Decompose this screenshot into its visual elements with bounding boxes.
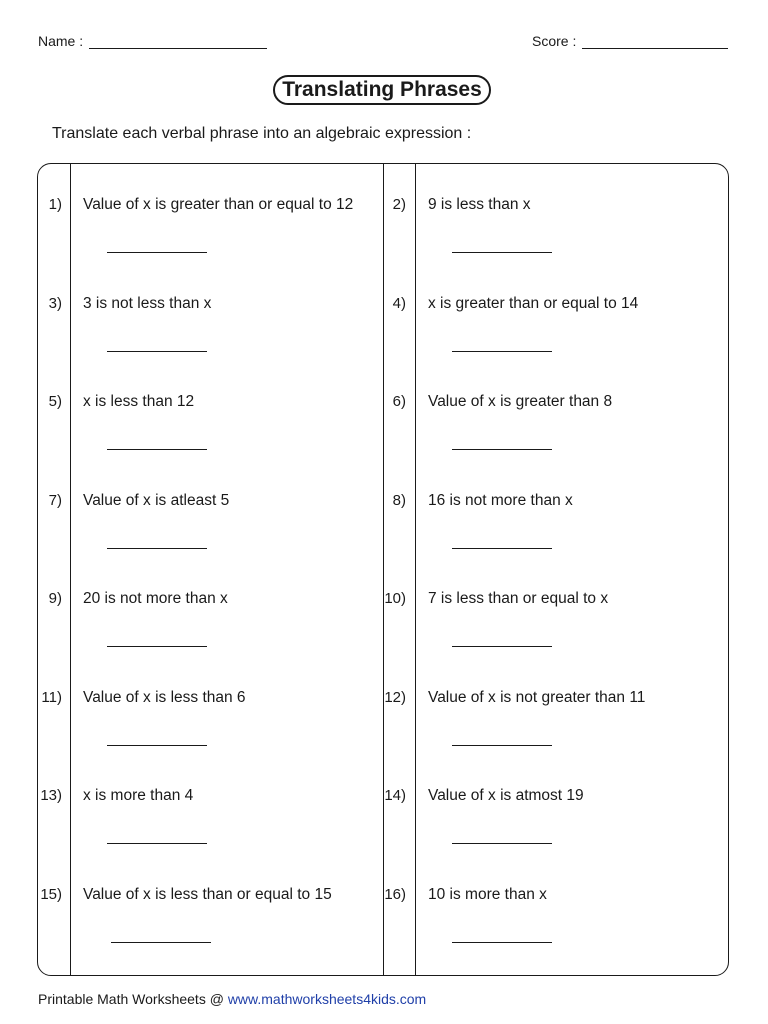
score-field	[532, 32, 728, 49]
question-number: 9)	[48, 590, 62, 607]
footer-link[interactable]: www.mathworksheets4kids.com	[227, 991, 427, 1007]
answer-blank[interactable]	[452, 449, 552, 450]
question-number: 14)	[384, 787, 406, 804]
question-number: 1)	[48, 196, 62, 213]
question-number: 13)	[40, 787, 62, 804]
question-number: 10)	[384, 590, 406, 607]
answer-blank[interactable]	[452, 548, 552, 549]
question-number: 4)	[392, 294, 406, 312]
answer-blank[interactable]	[107, 351, 207, 352]
question-text: Value of x is not greater than 11	[428, 688, 646, 706]
answer-blank[interactable]	[107, 252, 207, 253]
question-text: 7 is less than or equal to x	[428, 590, 609, 607]
right-number-divider	[415, 164, 416, 975]
question-text: 9 is less than x	[428, 196, 531, 213]
score-label: Score :	[532, 33, 577, 49]
answer-blank[interactable]	[107, 548, 207, 549]
question-number: 12)	[384, 688, 406, 706]
question-text: Value of x is greater than 8	[428, 393, 613, 410]
question-text: x is less than 12	[83, 393, 195, 410]
answer-blank[interactable]	[452, 843, 552, 844]
question-text: Value of x is less than or equal to 15	[83, 885, 332, 903]
question-number: 15)	[40, 885, 62, 903]
answer-blank[interactable]	[107, 449, 207, 450]
name-label: Name :	[38, 33, 84, 49]
question-number: 8)	[392, 491, 406, 509]
question-number: 3)	[48, 294, 62, 312]
score-blank[interactable]	[582, 32, 728, 49]
answer-blank[interactable]	[452, 942, 552, 943]
question-text: Value of x is less than 6	[83, 688, 246, 706]
question-text: 20 is not more than x	[83, 590, 228, 607]
answer-blank[interactable]	[452, 745, 552, 746]
name-field	[38, 32, 267, 49]
question-number: 6)	[392, 393, 406, 410]
question-number: 2)	[392, 196, 406, 213]
worksheet-title: Translating Phrases	[273, 75, 491, 105]
answer-blank[interactable]	[107, 745, 207, 746]
question-text: x is greater than or equal to 14	[428, 294, 639, 312]
answer-blank[interactable]	[452, 351, 552, 352]
question-text: 10 is more than x	[428, 885, 547, 903]
question-text: Value of x is greater than or equal to 12	[83, 196, 354, 213]
answer-blank[interactable]	[111, 942, 211, 943]
question-text: 3 is not less than x	[83, 294, 212, 312]
question-number: 7)	[48, 491, 62, 509]
column-divider	[383, 164, 384, 975]
question-text: 16 is not more than x	[428, 491, 573, 509]
answer-blank[interactable]	[107, 646, 207, 647]
footer	[38, 991, 426, 1007]
footer-label: Printable Math Worksheets @	[38, 991, 228, 1007]
question-number: 11)	[41, 688, 62, 706]
question-text: x is more than 4	[83, 787, 194, 804]
question-text: Value of x is atmost 19	[428, 787, 584, 804]
instructions: Translate each verbal phrase into an algebraic expression :	[52, 125, 472, 142]
question-text: Value of x is atleast 5	[83, 491, 230, 509]
answer-blank[interactable]	[107, 843, 207, 844]
answer-blank[interactable]	[452, 252, 552, 253]
question-number: 5)	[48, 393, 62, 410]
left-number-divider	[70, 164, 71, 975]
question-number: 16)	[384, 885, 406, 903]
name-blank[interactable]	[89, 32, 267, 49]
answer-blank[interactable]	[452, 646, 552, 647]
